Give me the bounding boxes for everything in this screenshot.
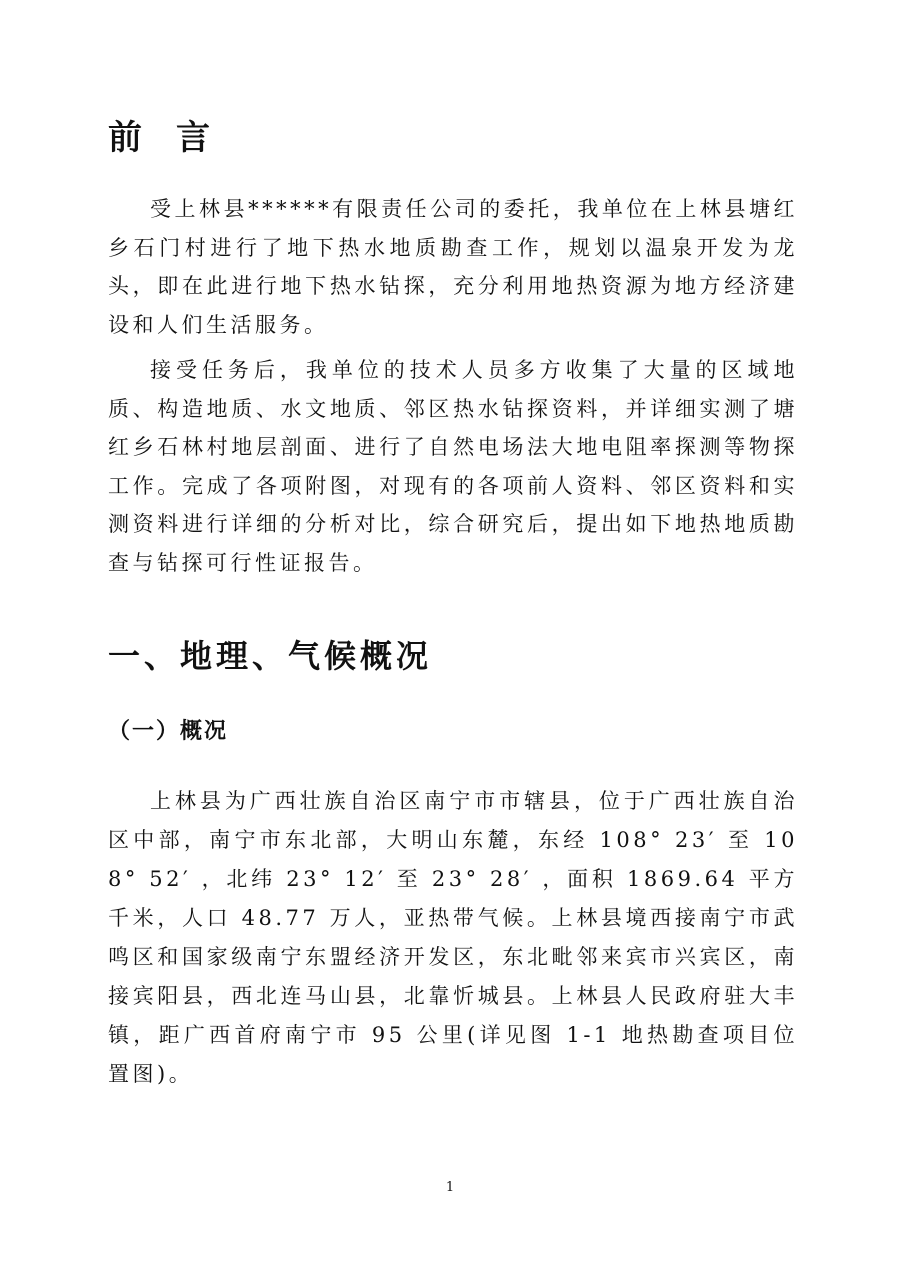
preface-paragraph-1: 受上林县******有限责任公司的委托，我单位在上林县塘红乡石门村进行了地下热水地质勘查工作，规划以温泉开发为龙头，即在此进行地下热水钻探，充分利用地热资源为地方经济建设和人们生活服务。 xyxy=(108,197,798,337)
section-heading: （一）概况 xyxy=(108,719,229,744)
page-number: 1 xyxy=(445,1180,455,1195)
preface-heading: 前言 xyxy=(108,118,244,158)
preface-paragraph-2: 接受任务后，我单位的技术人员多方收集了大量的区域地质、构造地质、水文地质、邻区热水钻探资料，并详细实测了塘红乡石林村地层剖面、进行了自然电场法大地电阻率探测等物探工作。完成了各项附图，对现有的各项前人资料、邻区资料和实测资料进行详细的分析对比，综合研究后，提出如下地热地质勘查与钻探可行性证报告。 xyxy=(108,358,798,575)
section-paragraph: 上林县为广西壮族自治区南宁市市辖县，位于广西壮族自治区中部，南宁市东北部，大明山东麓，东经 108° 23′ 至 108° 52′ ，北纬 23° 12′ 至 23° 28′ ，面积 1869.64 平方千米，人口 48.77 万人，亚热带气候。上林县境西接南宁市武鸣区和国家级南宁东盟经济开发区，东北毗邻来宾市兴宾区，南接宾阳县，西北连马山县，北靠忻城县。上林县人民政府驻大丰镇，距广西首府南宁市 95 公里(详见图 1-1 地热勘查项目位置图)。 xyxy=(108,789,798,1086)
chapter-heading: 一、地理、气候概况 xyxy=(108,637,433,675)
